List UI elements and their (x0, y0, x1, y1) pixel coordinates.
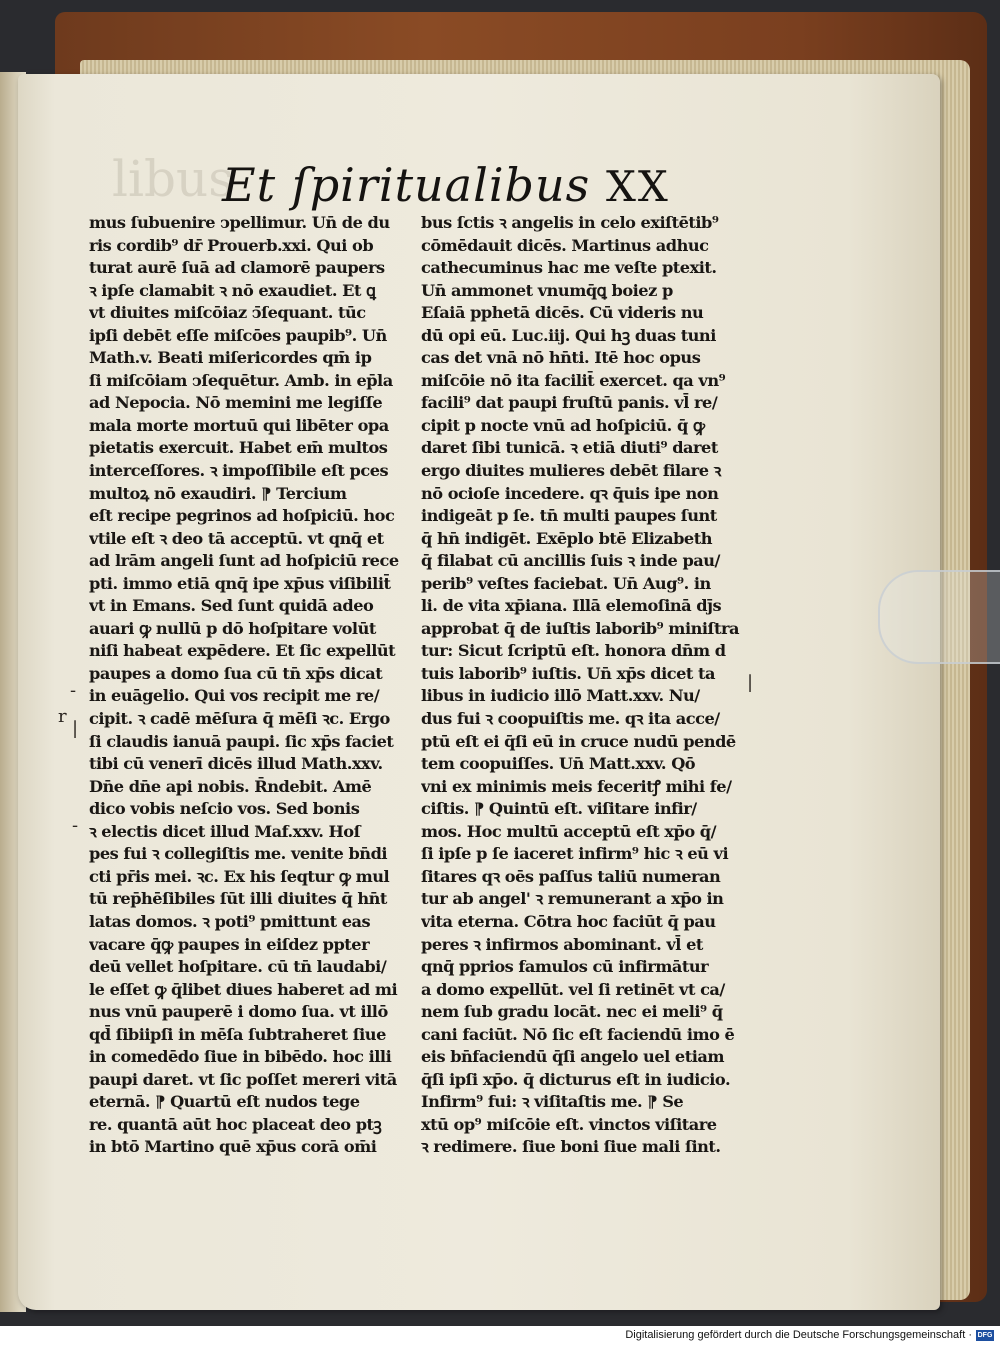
text-line: approbat q̄ de iuſtis laborib⁹ miniſtra (421, 618, 739, 638)
text-line: vita eterna. Cōtra hoc faciūt q̄ pau (421, 911, 716, 931)
text-line: li. de vita xp̄iana. Illā elemoſinā dȷ̄s (421, 596, 722, 616)
text-line: qnq̄ pprios famulos cū infirmātur (421, 957, 709, 977)
text-line: pes fui ꝛ collegiſtis me. venite bn̄di (89, 844, 388, 864)
text-line: cipit p nocte vnū ad hoſpiciū. q̄ ꝙ (421, 415, 705, 435)
text-line: auari ꝙ nullū p dō hoſpitare volūt (89, 618, 376, 638)
text-line: in comedēdo ſiue in bibēdo. hoc illi (89, 1047, 392, 1067)
text-line: le eſſet ꝙ q̄libet diues haberet ad mi (89, 979, 398, 999)
text-line: perib⁹ veſtes faciebat. Un̄ Aug⁹. in (421, 573, 711, 593)
text-line: Un̄ ammonet vnumq̄ꝗ boiez p (421, 280, 673, 300)
text-line: ciſtis. ⁋ Quintū eſt. viſitare infir/ (421, 799, 697, 819)
text-line: vtile eſt ꝛ deo tā acceptū. vt qnq̄ et (89, 528, 384, 548)
text-line: nō ocioſe incedere. qꝛ q̄uis ipe non (421, 483, 719, 503)
text-line: tū rep̄hēſibiles ſūt illi diuites q̄ hn̄t (89, 889, 387, 909)
text-line: interceſſores. ꝛ impoſſibile eſt pces (89, 461, 389, 481)
text-line: cōmēdauit dicēs. Martinus adhuc (421, 235, 709, 255)
text-line: ptū eſt ei q̄ſi eū in cruce nudū pendē (421, 731, 736, 751)
clear-bookmark (878, 570, 1000, 664)
text-line: daret ſibi tunicā. ꝛ etiā diuti⁹ daret (421, 438, 718, 458)
text-line: cathecuminus hac me veſte ptexit. (421, 258, 717, 278)
text-line: ſi ipſe p ſe iaceret infirm⁹ hic ꝛ eū vi (421, 844, 729, 864)
show-through-text: libus (112, 150, 234, 208)
text-line: vni ex minimis meis feceritꝭ mihi fe/ (421, 776, 732, 796)
text-line: nem ſub gradu locāt. nec ei meli⁹ q̄ (421, 1002, 723, 1022)
text-line: re. quantā aūt hoc placeat deo ptꝫ (89, 1114, 382, 1134)
digitization-credit: Digitalisierung gefördert durch die Deutsche Forschungsgemeinschaft · (625, 1329, 972, 1341)
text-line: ad Nepocia. Nō memini me legiſſe (89, 393, 383, 413)
text-line: tur ab angel' ꝛ remunerant a xp̄o in (421, 889, 724, 909)
text-line: ſi claudis ianuā paupi. ſic xp̄s faciet (89, 731, 394, 751)
text-line: niſi habeat expēdere. Et ſic expellūt (89, 641, 396, 661)
text-line: Eſaiā pphetā dicēs. Cū videris nu (421, 303, 704, 323)
text-line: ꝛ redimere. ſiue boni ſiue mali ſint. (421, 1137, 721, 1157)
text-line: a domo expellūt. vel ſi retinēt vt ca/ (421, 979, 725, 999)
margin-mark: | (72, 718, 79, 739)
text-line: pietatis exercuit. Habet em̄ multos (89, 438, 388, 458)
text-line: mala morte mortuū qui libēter opa (89, 415, 389, 435)
text-line: ad lrām angeli ſunt ad hoſpiciū rece (89, 551, 399, 571)
text-line: ꝛ electis dicet illud Maf.xxv. Hoſ (89, 821, 361, 841)
text-line: multoꝝ nō exaudiri. ⁋ Tercium (89, 483, 347, 503)
text-line: tur: Sicut ſcriptū eſt. honora dn̄m d (421, 641, 726, 661)
running-head: Et ſpiritualibus (222, 158, 591, 212)
text-line: Dn̄e dn̄e api nobis. R̄ndebit. Amē (89, 776, 372, 796)
text-line: latas domos. ꝛ poti⁹ pmittunt eas (89, 911, 371, 931)
text-line: cipit. ꝛ cadē mēſura q̄ mēſi ꝛc. Ergo (89, 709, 390, 729)
text-line: nus vnū pauperē i domo ſua. vt illō (89, 1002, 388, 1022)
text-line: vt diuites miſcōiaz ↄ̄ſequant. tūc (89, 303, 366, 323)
text-line: xtū op⁹ miſcōie eſt. vinctos viſitare (421, 1114, 717, 1134)
text-line: cani faciūt. Nō ſic eſt faciendū imo ē (421, 1024, 735, 1044)
text-line: deū vellet hoſpitare. cū tn̄ laudabi/ (89, 957, 387, 977)
text-line: q̄ſi ipſi xp̄o. q̄ dicturus eſt in iudicio. (421, 1069, 731, 1089)
margin-mark: - (70, 680, 77, 701)
text-line: vt in Emans. Sed ſunt quidā adeo (89, 596, 374, 616)
text-line: ipſi debēt eſſe miſcōes paupib⁹. Un̄ (89, 325, 387, 345)
text-line: facili⁹ dat paupi fruſtū panis. vl̄ re/ (421, 393, 718, 413)
text-line: dico vobis neſcio vos. Sed bonis (89, 799, 360, 819)
text-line: tem coopuiſſes. Un̄ Matt.xxv. Qō (421, 754, 696, 774)
text-line: bus ſctis ꝛ angelis in celo exiſtētib⁹ (421, 213, 719, 232)
text-line: Math.v. Beati miſericordes qm̄ ip (89, 348, 372, 368)
margin-mark: | (747, 672, 754, 693)
text-line: ꝛ ipſe clamabit ꝛ nō exaudiet. Et ꝗ (89, 280, 376, 300)
text-line: mos. Hoc multū acceptū eſt xp̄o q̄/ (421, 821, 717, 841)
left-text-column (89, 212, 407, 1159)
text-line: qd̄ ſibiipſi in mēſa ſubtraheret ſiue (89, 1024, 386, 1044)
text-line: paupi daret. vt ſic poſſet mereri vitā (89, 1069, 397, 1089)
text-line: tuis laborib⁹ iuſtis. Un̄ xp̄s dicet ta (421, 663, 715, 683)
text-line: in btō Martino quē xp̄us corā om̄i (89, 1137, 377, 1157)
text-line: peres ꝛ infirmos abominant. vl̄ et (421, 934, 703, 954)
text-line: miſcōie nō ita facilit̄ exercet. qa vn⁹ (421, 370, 726, 390)
text-line: paupes a domo ſua cū tn̄ xp̄s dicat (89, 663, 383, 683)
text-line: in euāgelio. Qui vos recipit me re/ (89, 686, 380, 706)
dfg-logo: DFG (977, 1332, 993, 1339)
text-line: ergo diuites mulieres debēt filare ꝛ (421, 461, 721, 481)
text-line: ſitares qꝛ oēs paſſus taliū numeran (421, 866, 721, 886)
text-line: tibi cū venerī dicēs illud Math.xxv. (89, 754, 383, 774)
right-text-column (421, 212, 741, 1159)
text-line: q̄ filabat cū ancillis ſuis ꝛ inde pau/ (421, 551, 720, 571)
text-line: dū opi eū. Luc.iij. Qui hꝫ duas tuni (421, 325, 716, 345)
text-line: Infirm⁹ fui: ꝛ viſitaſtis me. ⁋ Se (421, 1092, 684, 1112)
text-line: mus ſubuenire ↄpellimur. Un̄ de du (89, 213, 390, 232)
margin-mark: r (58, 706, 67, 727)
text-line: pti. immo etiā qnq̄ ipe xp̄us viſibilit̄ (89, 573, 391, 593)
text-line: eis bn̄faciendū q̄ſi angelo uel etiam (421, 1047, 724, 1067)
text-line: vacare q̄ꝙ paupes in eiſdez ppter (89, 934, 370, 954)
text-line: ris cordib⁹ dr̄ Prouerb.xxi. Qui ob (89, 235, 374, 255)
text-line: indigeāt p ſe. tn̄ multi paupes ſunt (421, 506, 717, 526)
text-line: dus fui ꝛ coopuiſtis me. qꝛ ita acce/ (421, 709, 720, 729)
text-line: eſt recipe pegrinos ad hoſpiciū. hoc (89, 506, 395, 526)
text-line: eternā. ⁋ Quartū eſt nudos tege (89, 1092, 360, 1112)
text-line: turat aurē ſuā ad clamorē paupers (89, 258, 385, 278)
text-line: cas det vnā nō hn̄ti. Itē hoc opus (421, 348, 701, 368)
folio-number: XX (606, 162, 670, 211)
text-line: libus in iudicio illō Matt.xxv. Nu/ (421, 686, 700, 706)
text-line: ſi miſcōiam ↄſequētur. Amb. in ep̄la (89, 370, 393, 390)
text-line: cti pr̄is mei. ꝛc. Ex his ſeqtur ꝙ mul (89, 866, 390, 886)
margin-mark: - (72, 815, 79, 836)
text-line: q̄ hn̄ indigēt. Exēplo btē Elizabeth (421, 528, 712, 548)
